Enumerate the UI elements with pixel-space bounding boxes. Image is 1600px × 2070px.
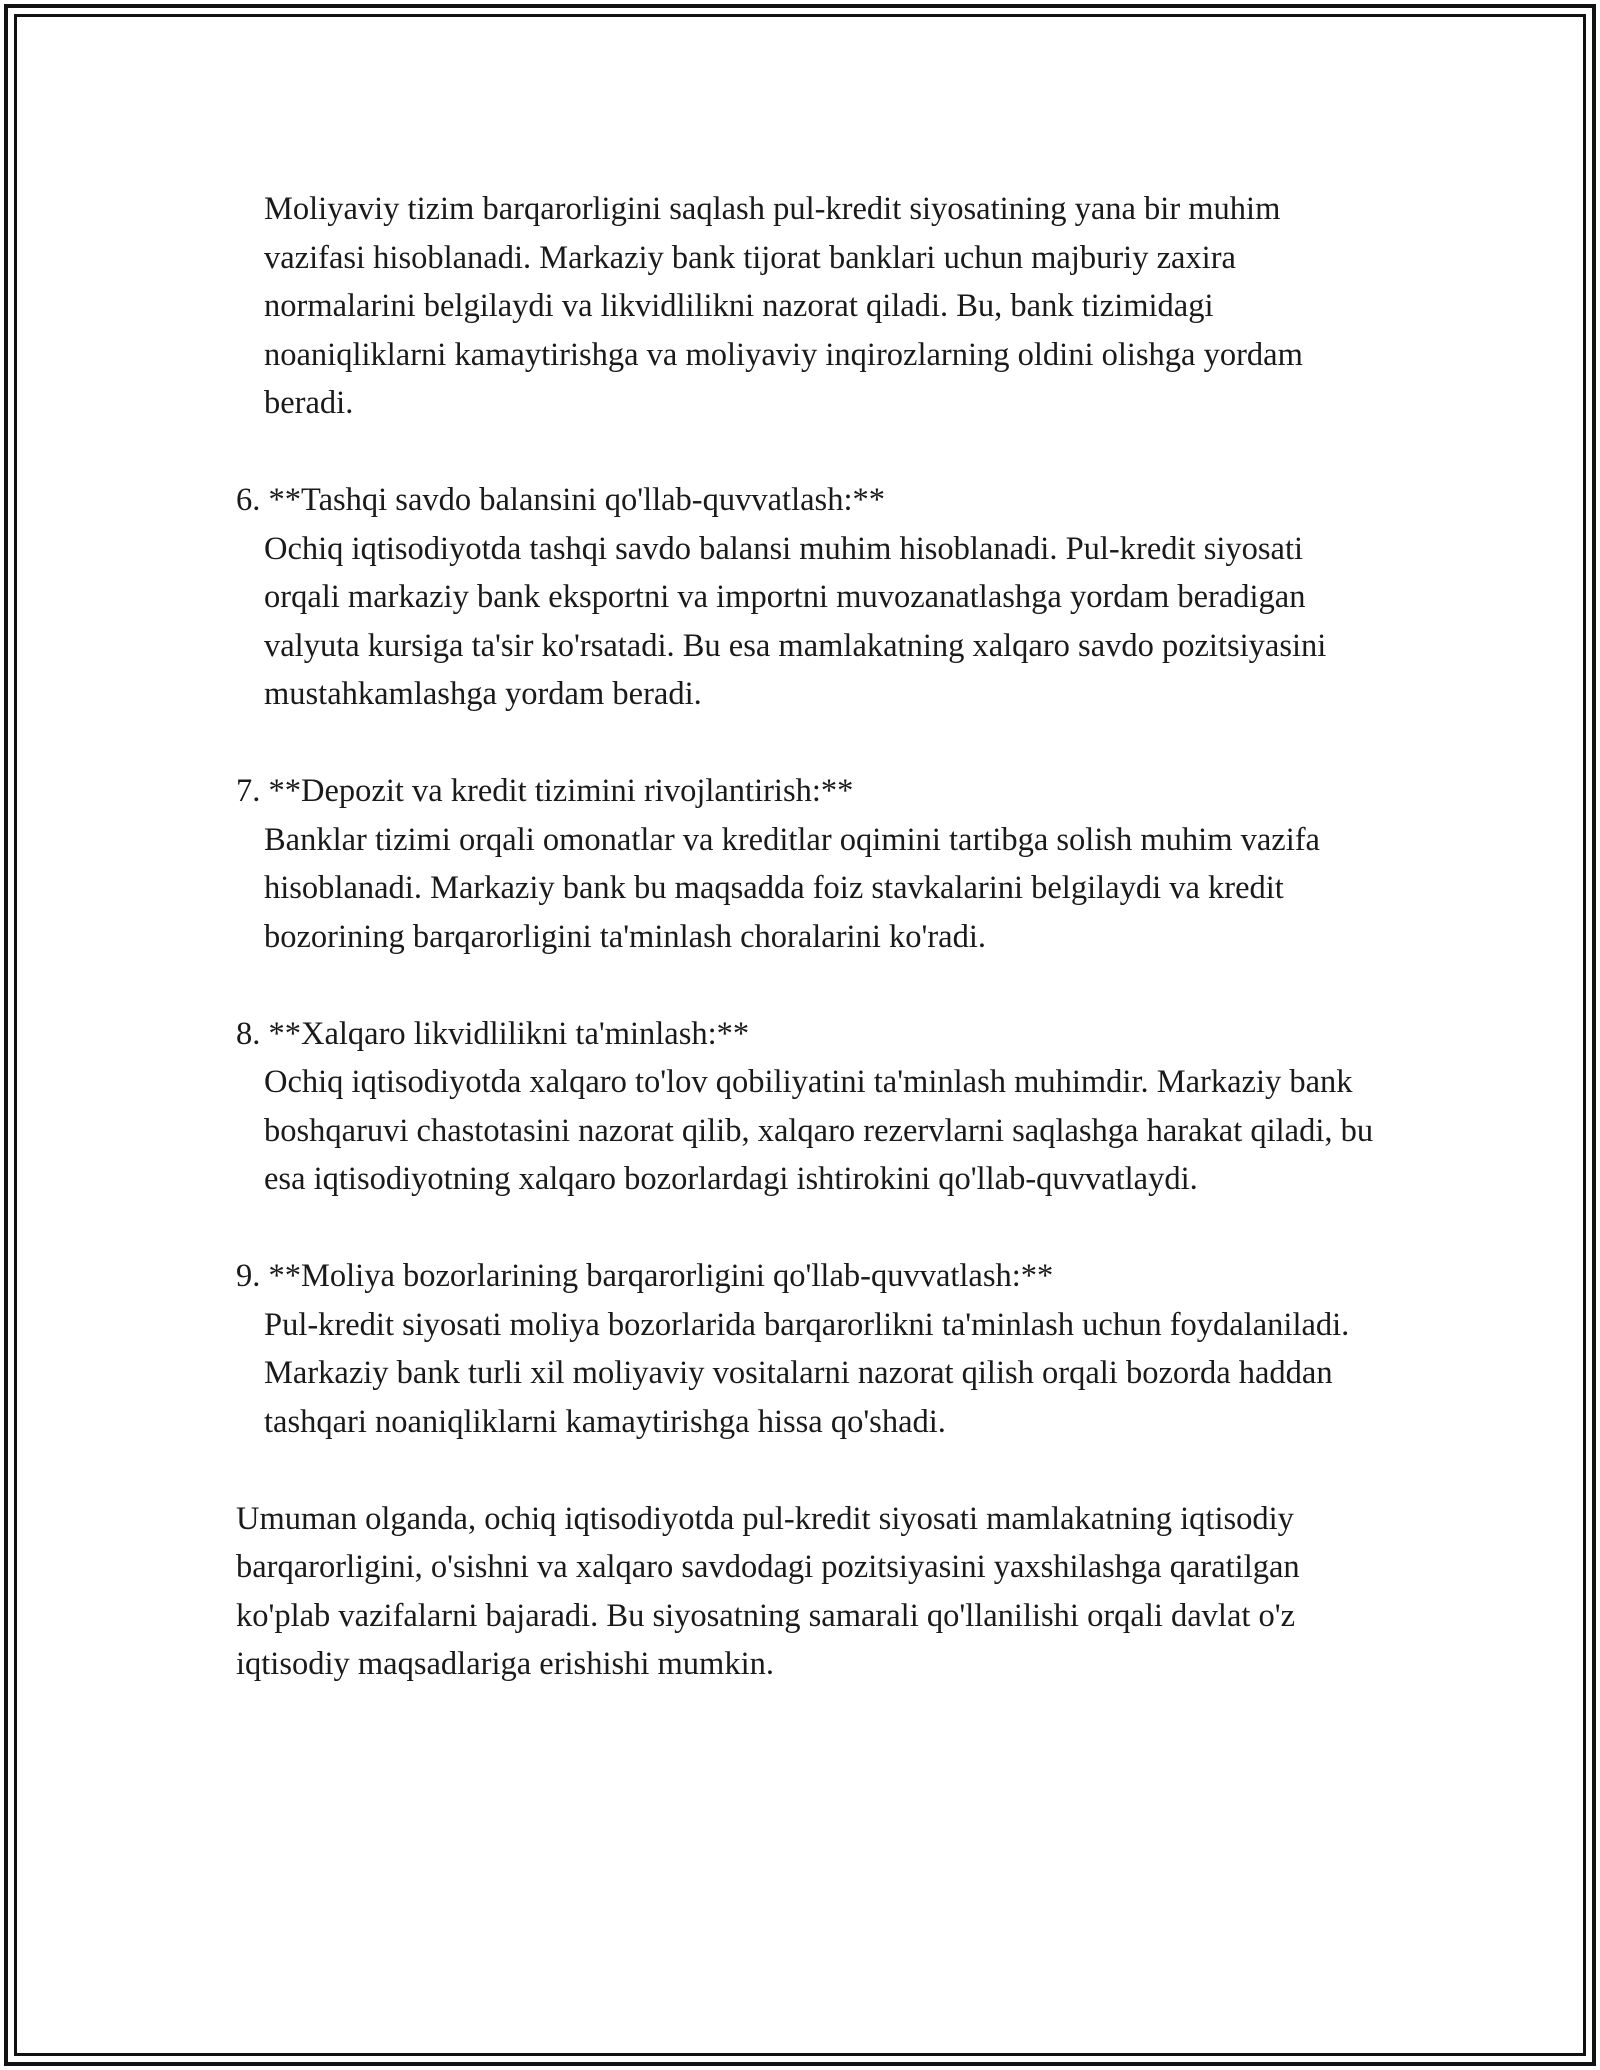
section-8	[236, 1010, 1382, 1204]
section-heading: 8. **Xalqaro likvidlilikni ta'minlash:**	[236, 1015, 750, 1052]
document-body	[236, 185, 1382, 1737]
conclusion-block	[236, 1495, 1376, 1689]
section-heading: 6. **Tashqi savdo balansini qo'llab-quvvatlash:**	[236, 482, 885, 518]
section-9	[236, 1252, 1376, 1446]
section-paragraph: Ochiq iqtisodiyotda tashqi savdo balansi muhim hisoblanadi. Pul-kredit siyosati orqali markaziy bank eksportni va importni muvozanatlashga yordam beradigan valyuta kursiga ta'sir ko'rsatadi. Bu esa mamlakatning xalqaro savdo pozitsiyasini mustahkamlashga yordam beradi.	[264, 530, 1335, 712]
section-paragraph: Pul-kredit siyosati moliya bozorlarida barqarorlikni ta'minlash uchun foydalaniladi. Markaziy bank turli xil moliyaviy vositalarni nazorat qilish orqali bozorda haddan tashqari noaniqliklarni kamaytirishga hissa qo'shadi.	[264, 1306, 1358, 1440]
section-paragraph: Banklar tizimi orqali omonatlar va kreditlar oqimini tartibga solish muhim vazifa hisoblanadi. Markaziy bank bu maqsadda foiz stavkalarini belgilaydi va kredit bozorining barqarorligini ta'minlash choralarini ko'radi.	[264, 821, 1329, 955]
intro-paragraph: Moliyaviy tizim barqarorligini saqlash pul-kredit siyosatining yana bir muhim vazifasi hisoblanadi. Markaziy bank tijorat banklari uchun majburiy zaxira normalarini belgilaydi va likvidlilikni nazorat qiladi. Bu, bank tizimidagi noaniqliklarni kamaytirishga va moliyaviy inqirozlarning oldini olishga yordam beradi.	[264, 191, 1312, 421]
section-7	[236, 767, 1376, 961]
section-paragraph: Ochiq iqtisodiyotda xalqaro to'lov qobiliyatini ta'minlash muhimdir. Markaziy bank boshqaruvi chastotasini nazorat qilib, xalqaro rezervlarni saqlashga harakat qiladi, bu esa iqtisodiyotning xalqaro bozorlardagi ishtirokini qo'llab-quvvatlaydi.	[264, 1064, 1382, 1197]
conclusion-paragraph: Umuman olganda, ochiq iqtisodiyotda pul-kredit siyosati mamlakatning iqtisodiy barqarorligini, o'sishni va xalqaro savdodagi pozitsiyasini yaxshilashga qaratilgan ko'plab vazifalarni bajaradi. Bu siyosatning samarali qo'llanilishi orqali davlat o'z iqtisodiy maqsadlariga erishishi mumkin.	[236, 1500, 1308, 1682]
section-6	[236, 476, 1376, 719]
section-heading: 7. **Depozit va kredit tizimini rivojlantirish:**	[236, 773, 854, 809]
section-heading: 9. **Moliya bozorlarining barqarorligini qo'llab-quvvatlash:**	[236, 1258, 1054, 1294]
intro-paragraph-block	[236, 185, 1376, 428]
